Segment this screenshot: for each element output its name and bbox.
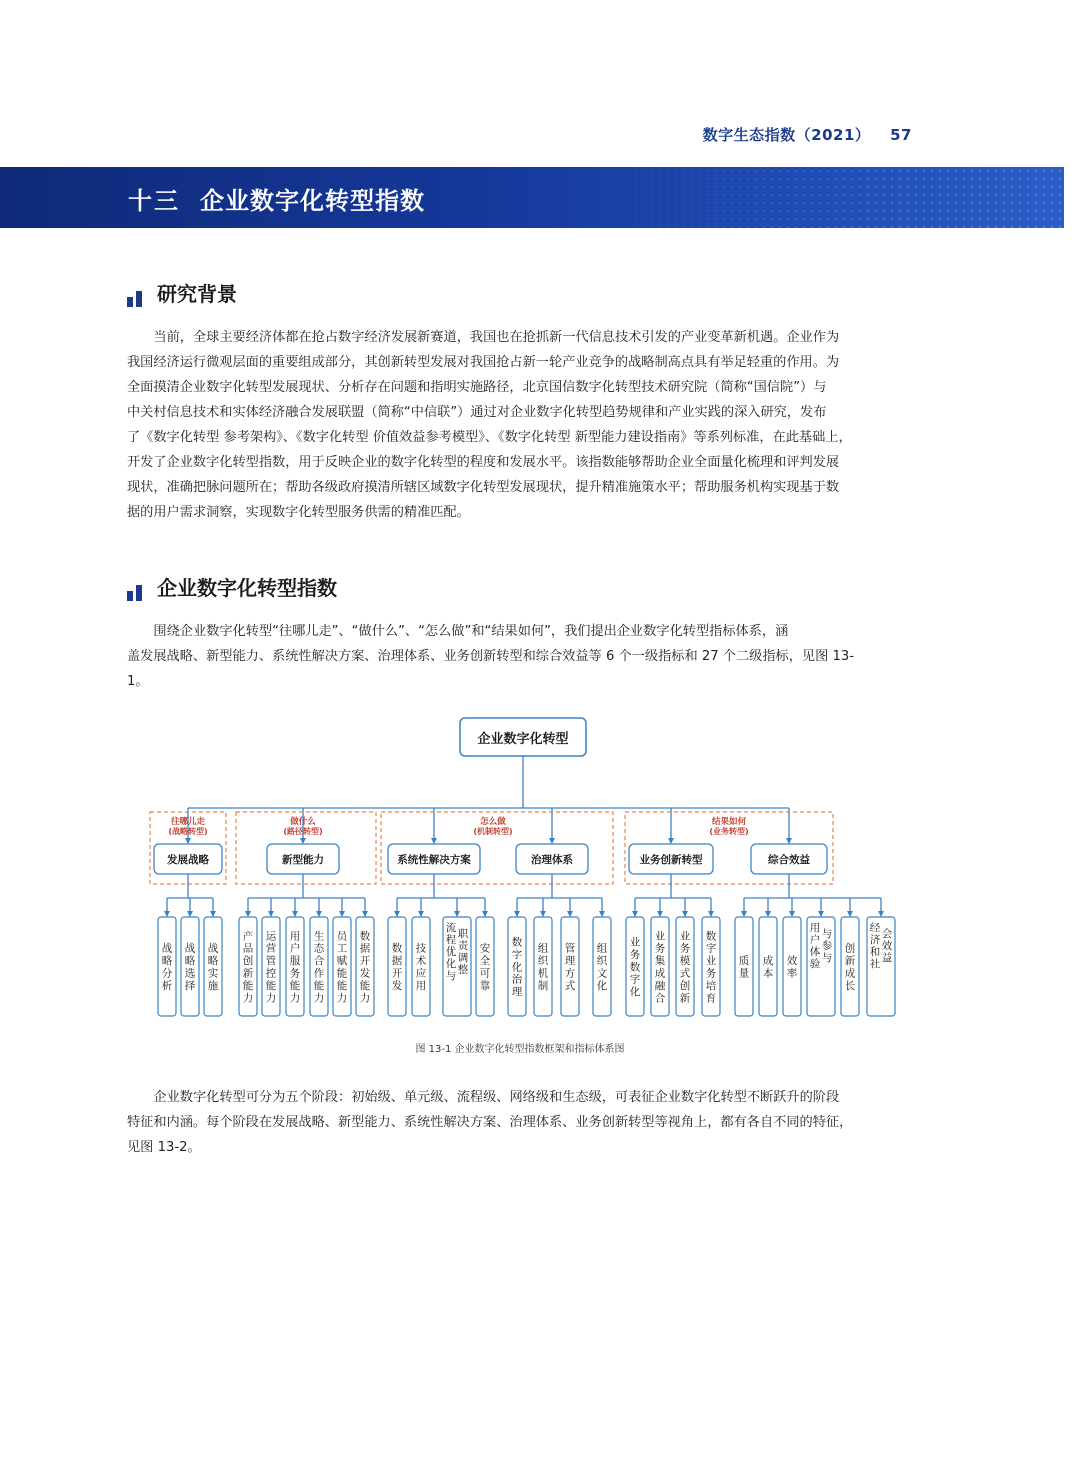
level2-node-label: 战略分析 bbox=[161, 942, 173, 992]
connector-arrow bbox=[210, 911, 216, 917]
chapter-title: 企业数字化转型指数 bbox=[200, 187, 425, 215]
page-number: 57 bbox=[890, 126, 912, 144]
level1-node-label: 业务创新转型 bbox=[639, 854, 703, 866]
level1-node-label: 发展战略 bbox=[167, 854, 209, 866]
level2-node-label: 技术应用 bbox=[415, 942, 427, 992]
level2-node-label: 管理方式 bbox=[564, 942, 576, 992]
paragraph-line: 围绕企业数字化转型“往哪儿走”、“做什么”、“怎么做”和“结果如何”，我们提出企业数字化转型指标体系，涵 bbox=[153, 624, 789, 639]
connector-arrow bbox=[514, 911, 520, 917]
section-heading-index bbox=[127, 572, 337, 601]
connector-arrow bbox=[418, 911, 424, 917]
group-question-label: 做什么 bbox=[290, 817, 316, 827]
background-paragraph bbox=[127, 325, 913, 525]
paragraph-line: 见图 13-2。 bbox=[127, 1140, 201, 1155]
paragraph-line: 了《数字化转型 参考架构》、《数字化转型 价值效益参考模型》、《数字化转型 新型能力建设指南》等系列标准，在此基础上， bbox=[127, 430, 852, 445]
connector-arrow bbox=[164, 911, 170, 917]
paragraph-line: 我国经济运行微观层面的重要组成部分，其创新转型发展对我国抢占新一轮产业竞争的战略制高点具有举足轻重的作用。为 bbox=[127, 355, 840, 370]
root-node-label: 企业数字化转型 bbox=[477, 732, 569, 747]
connector-arrow bbox=[187, 911, 193, 917]
running-title: 数字生态指数（2021） bbox=[702, 126, 871, 144]
connector-arrow bbox=[567, 911, 573, 917]
group-question-label: 往哪儿走 bbox=[170, 817, 206, 827]
connector-arrow bbox=[268, 911, 274, 917]
connector-arrow bbox=[818, 911, 824, 917]
level2-node-label: 业务集成融合 bbox=[654, 930, 666, 1005]
connector-arrow bbox=[708, 911, 714, 917]
level2-node-label: 业务模式创新 bbox=[679, 930, 691, 1005]
level1-node-label: 系统性解决方案 bbox=[397, 854, 471, 866]
connector-arrow bbox=[765, 911, 771, 917]
level2-node-label: 数据开发 bbox=[391, 942, 403, 992]
level2-node-label: 数字化治理 bbox=[511, 936, 523, 999]
paragraph-line: 全面摸清企业数字化转型发展现状、分析存在问题和指明实施路径，北京国信数字化转型技术研究院（简称“国信院”）与 bbox=[127, 380, 827, 395]
connector-arrow bbox=[300, 838, 306, 844]
paragraph-line: 当前，全球主要经济体都在抢占数字经济发展新赛道，我国也在抢抓新一代信息技术引发的产业变革新机遇。企业作为 bbox=[153, 330, 840, 345]
connector-arrow bbox=[599, 911, 605, 917]
connector-arrow bbox=[540, 911, 546, 917]
paragraph-line: 现状，准确把脉问题所在；帮助各级政府摸清所辖区域数字化转型发展现状，提升精准施策水平；帮助服务机构实现基于数 bbox=[127, 480, 840, 495]
level2-node-label: 流程优化与职责调整 bbox=[445, 922, 469, 982]
group-question-label: 结果如何 bbox=[711, 817, 747, 827]
section-heading-background bbox=[127, 278, 237, 307]
level2-node-label: 业务数字化 bbox=[629, 936, 641, 999]
connector-arrow bbox=[394, 911, 400, 917]
level2-node-label: 安全可靠 bbox=[479, 942, 491, 992]
level2-node-label: 组织文化 bbox=[596, 942, 608, 992]
connector-arrow bbox=[657, 911, 663, 917]
level1-node-label: 综合效益 bbox=[768, 854, 810, 866]
closing-paragraph bbox=[127, 1085, 913, 1160]
level2-node-label: 效率 bbox=[786, 955, 798, 980]
connector-arrow bbox=[549, 838, 555, 844]
banner-dot-pattern bbox=[544, 167, 1064, 228]
chapter-banner bbox=[0, 167, 1064, 228]
connector-arrow bbox=[741, 911, 747, 917]
level2-node-label: 数字业务培育 bbox=[705, 930, 717, 1005]
connector-arrow bbox=[362, 911, 368, 917]
level2-node-label: 创新成长 bbox=[844, 942, 856, 992]
connector-arrow bbox=[789, 911, 795, 917]
paragraph-line: 特征和内涵。每个阶段在发展战略、新型能力、系统性解决方案、治理体系、业务创新转型等视角上，都有各自不同的特征， bbox=[127, 1115, 853, 1130]
section-heading-text: 企业数字化转型指数 bbox=[157, 576, 337, 600]
level2-node-label: 组织机制 bbox=[537, 942, 549, 992]
figure-caption: 图 13-1 企业数字化转型指数框架和指标体系图 bbox=[415, 1044, 625, 1055]
group-tag-label: (机制转型) bbox=[473, 827, 513, 836]
paragraph-line: 据的用户需求洞察，实现数字化转型服务供需的精准匹配。 bbox=[127, 505, 470, 520]
framework-diagram bbox=[140, 714, 900, 1028]
chapter-number: 十三 bbox=[128, 187, 180, 215]
connector-arrow bbox=[245, 911, 251, 917]
connector-arrow bbox=[878, 911, 884, 917]
connector-arrow bbox=[292, 911, 298, 917]
level2-node-label: 生态合作能力 bbox=[313, 930, 325, 1005]
level2-node-label: 用户体验与参与 bbox=[809, 922, 833, 970]
level2-node-label: 经济和社会效益 bbox=[869, 922, 893, 970]
level1-node-label: 新型能力 bbox=[282, 854, 324, 866]
level1-node-label: 治理体系 bbox=[531, 854, 573, 866]
connector-arrow bbox=[668, 838, 674, 844]
paragraph-line: 企业数字化转型可分为五个阶段：初始级、单元级、流程级、网络级和生态级，可表征企业数字化转型不断跃升的阶段 bbox=[153, 1090, 840, 1105]
connector-arrow bbox=[682, 911, 688, 917]
group-question-label: 怎么做 bbox=[480, 817, 506, 827]
group-tag-label: (业务转型) bbox=[709, 827, 749, 836]
connector-arrow bbox=[454, 911, 460, 917]
running-head bbox=[703, 124, 912, 145]
level2-node-label: 质量 bbox=[738, 955, 750, 980]
connector-arrow bbox=[786, 838, 792, 844]
group-tag-label: (战略转型) bbox=[168, 827, 208, 836]
heading-bars-icon bbox=[127, 289, 145, 307]
level2-node-label: 运营管控能力 bbox=[265, 930, 277, 1005]
connector-arrow bbox=[339, 911, 345, 917]
heading-bars-icon bbox=[127, 583, 145, 601]
connector-arrow bbox=[431, 838, 437, 844]
paragraph-line: 1。 bbox=[127, 674, 149, 689]
level2-node-label: 战略选择 bbox=[184, 942, 196, 992]
connector-arrow bbox=[482, 911, 488, 917]
paragraph-line: 中关村信息技术和实体经济融合发展联盟（简称“中信联”）通过对企业数字化转型趋势规律和产业实践的深入研究，发布 bbox=[127, 405, 827, 420]
level2-node-label: 产品创新能力 bbox=[242, 930, 254, 1005]
connector-arrow bbox=[847, 911, 853, 917]
level2-node-label: 员工赋能能力 bbox=[336, 930, 348, 1005]
connector-arrow bbox=[632, 911, 638, 917]
section-heading-text: 研究背景 bbox=[157, 282, 237, 306]
paragraph-line: 盖发展战略、新型能力、系统性解决方案、治理体系、业务创新转型和综合效益等 6 个一级指标和 27 个二级指标，见图 13- bbox=[127, 649, 855, 664]
framework-diagram-svg bbox=[140, 714, 900, 1024]
level2-node-label: 成本 bbox=[762, 955, 774, 980]
connector-arrow bbox=[316, 911, 322, 917]
index-paragraph bbox=[127, 619, 913, 694]
level2-node-label: 数据开发能力 bbox=[359, 930, 371, 1005]
group-tag-label: (路径转型) bbox=[283, 827, 323, 836]
level2-node-label: 战略实施 bbox=[207, 942, 219, 992]
paragraph-line: 开发了企业数字化转型指数，用于反映企业的数字化转型的程度和发展水平。该指数能够帮助企业全面量化梳理和评判发展 bbox=[127, 455, 840, 470]
connector-arrow bbox=[185, 838, 191, 844]
level2-node-label: 用户服务能力 bbox=[289, 930, 301, 1005]
